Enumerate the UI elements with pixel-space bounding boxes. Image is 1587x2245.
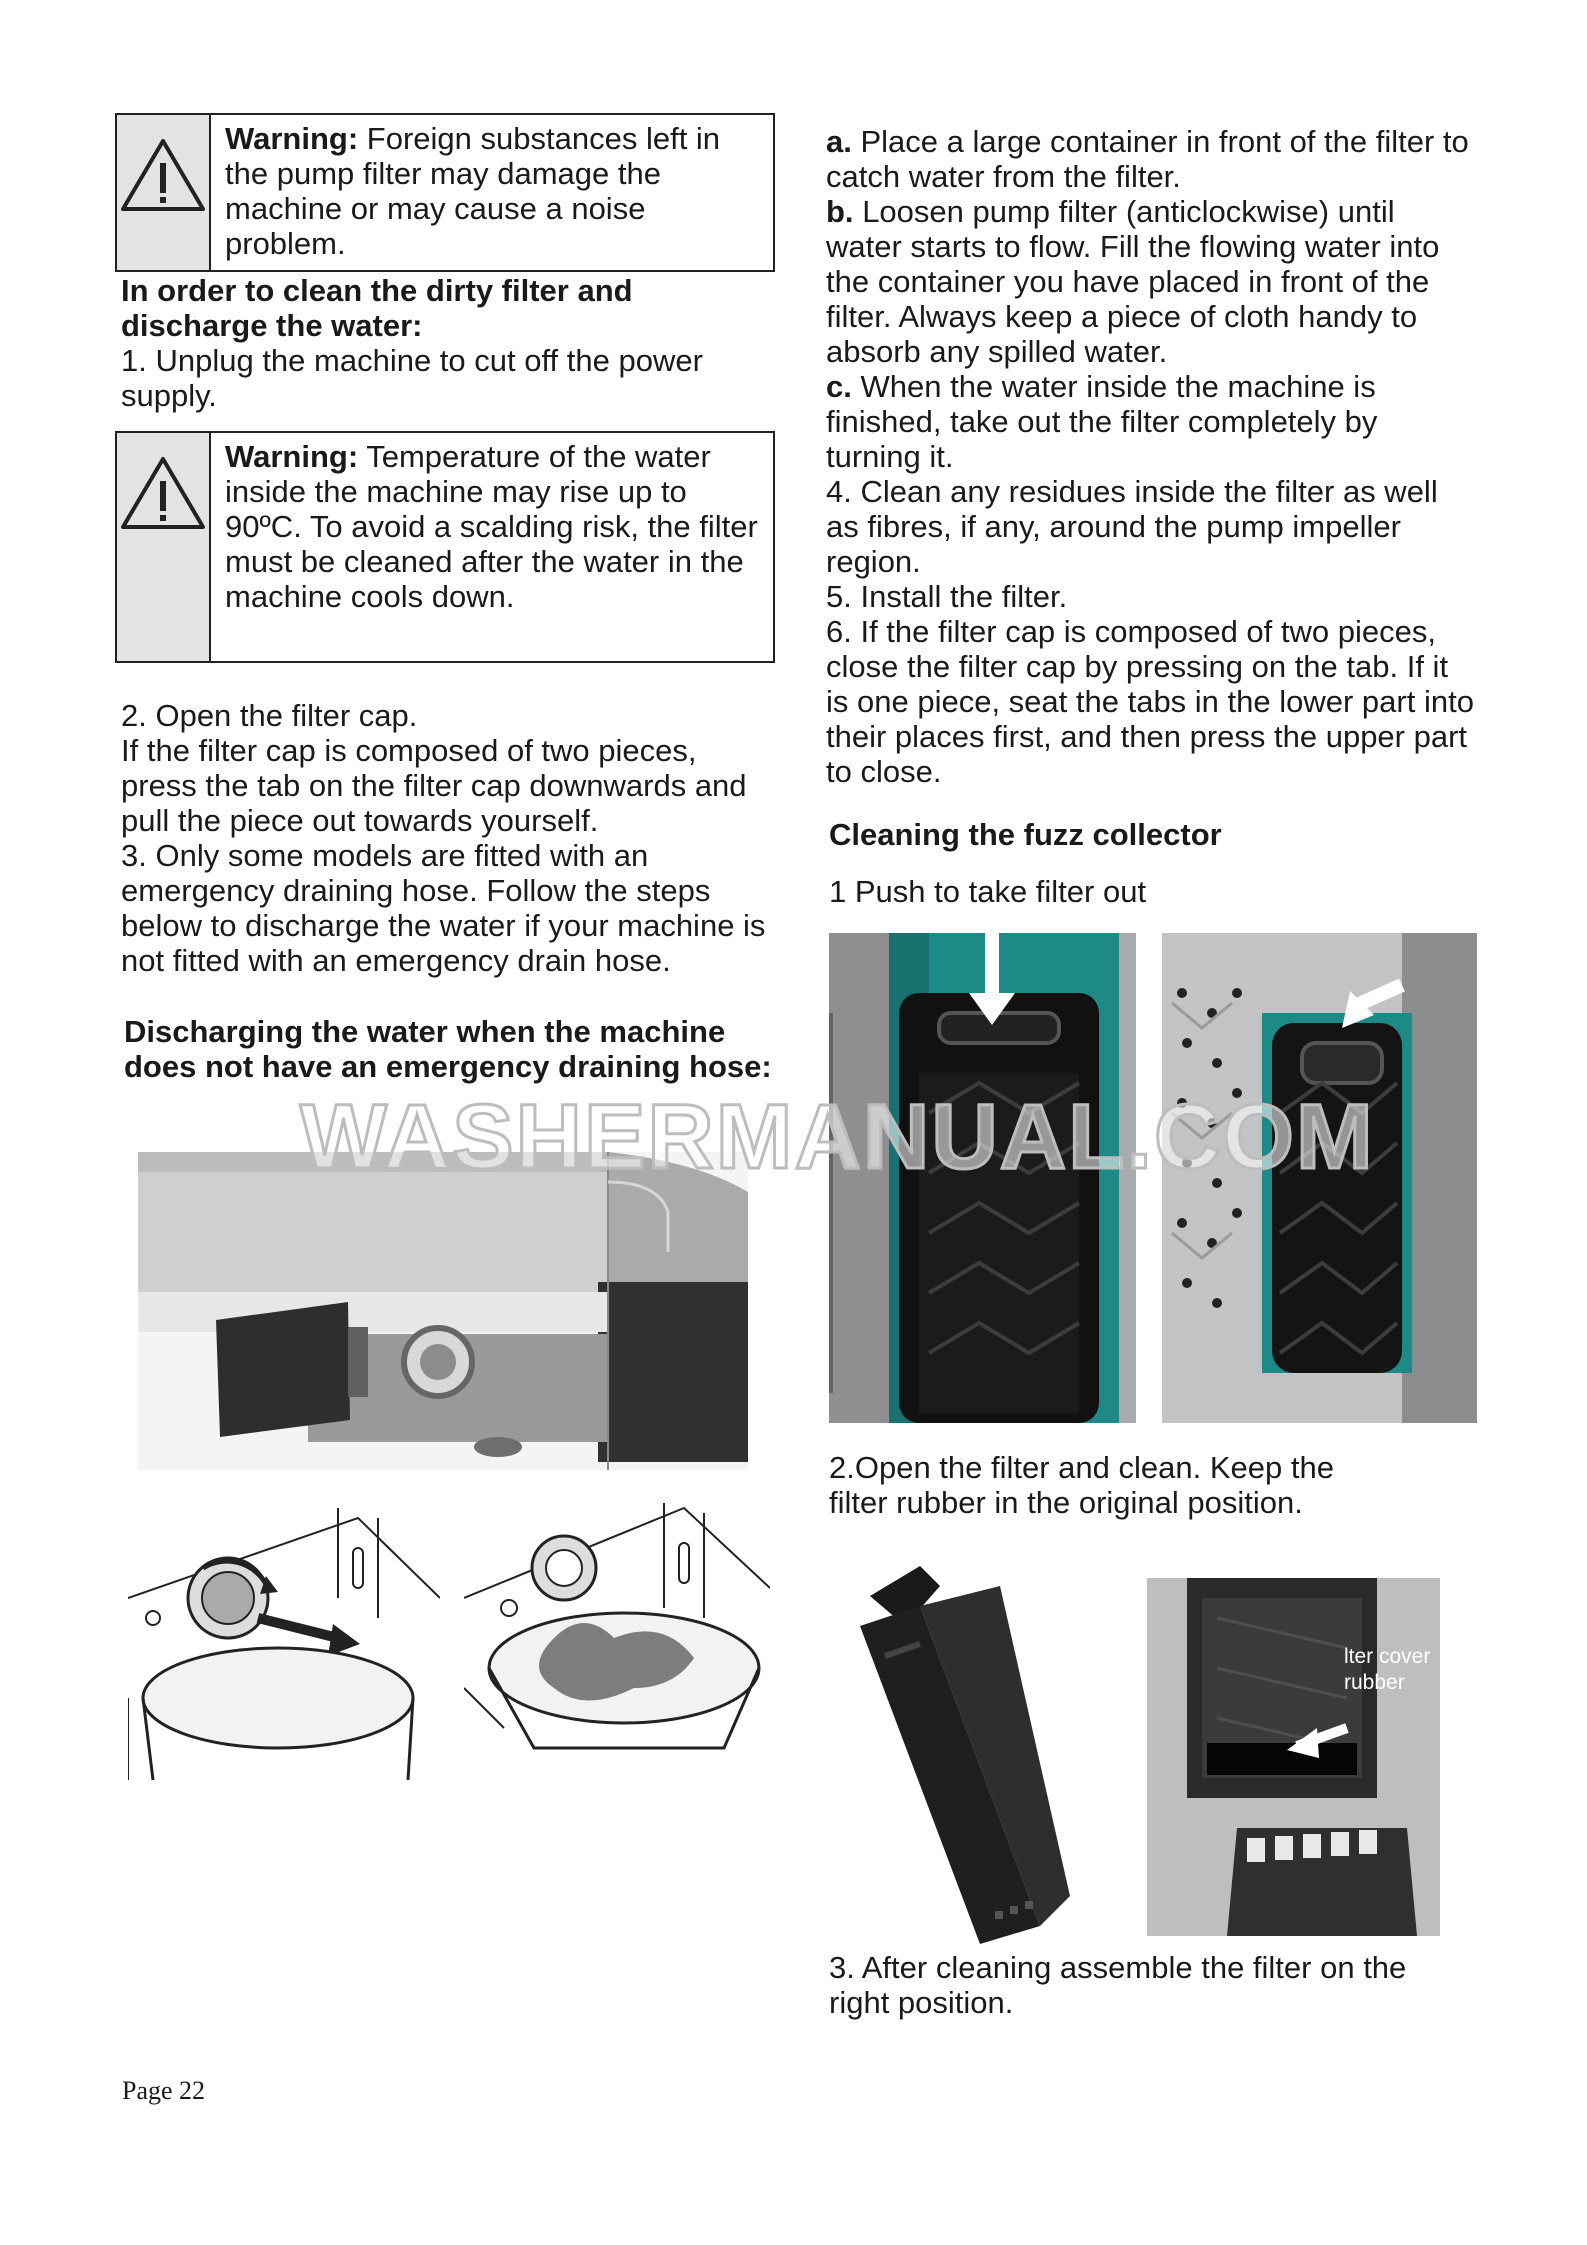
section-heading-discharge: Discharging the water when the machine does not have an emergency draining hose: [124, 1014, 772, 1084]
left-column-top [121, 273, 771, 413]
fuzz-step-2: 2.Open the filter and clean. Keep the filter rubber in the original position. [829, 1450, 1334, 1520]
page-number: Page 22 [122, 2076, 206, 2105]
filter-cover-rubber-label: lter cover rubber [1344, 1645, 1431, 1694]
step-b: b. Loosen pump filter (anticlockwise) until water starts to flow. Fill the flowing water into the container you have placed in front of the filter. Always keep a piece of cloth handy to absorb any spilled water. [826, 194, 1440, 369]
left-column-middle [121, 698, 771, 978]
right-column-steps [826, 124, 1476, 789]
warning-triangle-icon [117, 433, 211, 661]
warning-triangle-icon [117, 115, 211, 270]
step-4: 4. Clean any residues inside the filter as well as fibres, if any, around the pump impeller region. [826, 474, 1438, 579]
photo-open-filter [850, 1566, 1080, 1944]
warning-box-temperature [115, 431, 775, 663]
step-1: 1. Unplug the machine to cut off the power supply. [121, 343, 703, 413]
machine-base-illustration [138, 1152, 748, 1470]
watermark: WASHERMANUAL.COM [300, 1086, 1375, 1188]
step-c: c. When the water inside the machine is finished, take out the filter completely by turning it. [826, 369, 1378, 474]
section-heading-clean-filter: In order to clean the dirty filter and discharge the water: [121, 273, 633, 343]
fuzz-step-1: 1 Push to take filter out [829, 874, 1147, 909]
step-2: 2. Open the filter cap. [121, 698, 418, 733]
drain-illustration-turning-filter [128, 1488, 440, 1780]
section-heading-fuzz: Cleaning the fuzz collector [829, 817, 1222, 852]
drain-illustration-water-in-container [464, 1488, 770, 1780]
step-3: 3. Only some models are fitted with an emergency draining hose. Follow the steps below to discharge the water if your machine is not fitted with an emergency drain hose. [121, 838, 766, 978]
warning-box-foreign-substances [115, 113, 775, 272]
fuzz-step-3: 3. After cleaning assemble the filter on the right position. [829, 1950, 1407, 2020]
step-5: 5. Install the filter. [826, 579, 1068, 614]
warning-text: Warning: Foreign substances left in the pump filter may damage the machine or may cause a noise problem. [225, 121, 721, 261]
step-6: 6. If the filter cap is composed of two pieces, close the filter cap by pressing on the tab. If it is one piece, seat the tabs in the lower part into their places first, and then press the upper part to close. [826, 614, 1474, 789]
warning-text: Warning: Temperature of the water inside the machine may rise up to 90ºC. To avoid a scalding risk, the filter must be cleaned after the water in the machine cools down. [225, 439, 758, 614]
photo-filter-rubber [1147, 1578, 1440, 1936]
step-a: a. Place a large container in front of the filter to catch water from the filter. [826, 124, 1469, 194]
step-2-detail: If the filter cap is composed of two pieces, press the tab on the filter cap downwards and pull the piece out towards yourself. [121, 733, 747, 838]
